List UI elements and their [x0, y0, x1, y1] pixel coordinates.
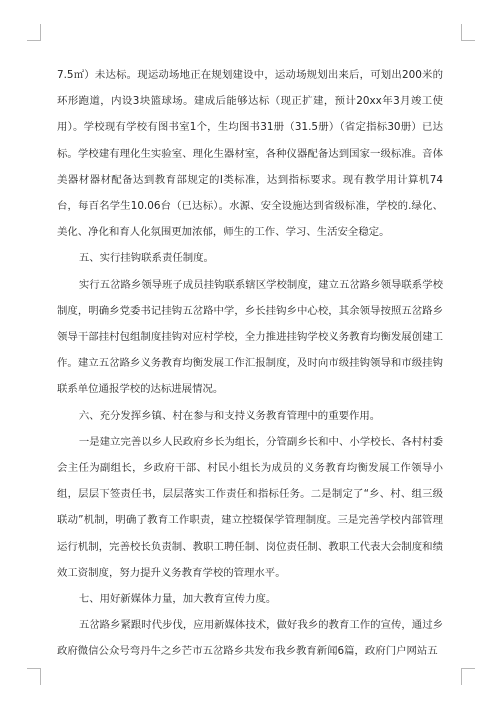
- paragraph-facilities: 7.5㎡）未达标。现运动场地正在规划建设中，运动场规划出来后，可划出200米的环形跑道，内设3块篮球场。建成后能够达标（现正扩建，预计20xx年3月竣工使用）。学校现有学校有图书室1个，生均图书31册（31.5册）（省定指标30册）已达标。学校建有理化生实验室、理化生器材室，各种仪器配备达到国家一级标准。音体美器材器材配备达到教育部规定的I类标准，达到指标要求。现有教学用计算机74台，每百名学生10.06台（已达标）。水源、安全设施达到省级标准，学校的.绿化、美化、净化和育人化氛围更加浓郁，师生的工作、学习、生活安全稳定。: [57, 69, 443, 239]
- crop-mark-top-left: [27, 24, 41, 41]
- paragraph-media: 五岔路乡紧跟时代步伐，应用新媒体技术，做好我乡的教育工作的宣传，通过乡政府微信公众号弯丹牛之乡芒市五岔路乡共发布我乡教育新闻6篇，政府门户网站五: [57, 619, 443, 658]
- crop-mark-top-right: [461, 24, 475, 41]
- paragraph-management: 一是建立完善以乡人民政府乡长为组长，分管副乡长和中、小学校长、各村村委会主任为副组长，乡政府干部、村民小组长为成员的义务教育均衡发展工作领导小组，层层下签责任书，层层落实工作责任和指标任务。二是制定了“乡、村、组三级联动”机制，明确了教育工作职责，建立控辍保学管理制度。三是完善学校内部管理运行机制，完善校长负责制、教职工聘任制、岗位责任制、教职工代表大会制度和绩效工资制度，努力提升义务教育学校的管理水平。: [57, 435, 443, 579]
- section-heading-5: 五、实行挂钩联系责任制度。: [78, 252, 214, 265]
- crop-mark-bottom-left: [27, 668, 41, 685]
- crop-mark-bottom-right: [461, 668, 475, 685]
- paragraph-liaison: 实行五岔路乡领导班子成员挂钩联系辖区学校制度，建立五岔路乡领导联系学校制度，明确乡党委书记挂钩五岔路中学，乡长挂钩乡中心校，其余领导按照五岔路乡领导干部挂村包组制度挂钩对应村学校，全力推进挂钩学校义务教育均衡发展创建工作。建立五岔路乡义务教育均衡发展工作汇报制度，及时向市级挂钩领导和市级挂钩联系单位通报学校的达标进展情况。: [57, 278, 443, 396]
- document-body: [57, 62, 443, 665]
- section-heading-6: 六、充分发挥乡镇、村在参与和支持义务教育管理中的重要作用。: [78, 409, 381, 422]
- section-heading-7: 七、用好新媒体力量，加大教育宣传力度。: [78, 593, 277, 606]
